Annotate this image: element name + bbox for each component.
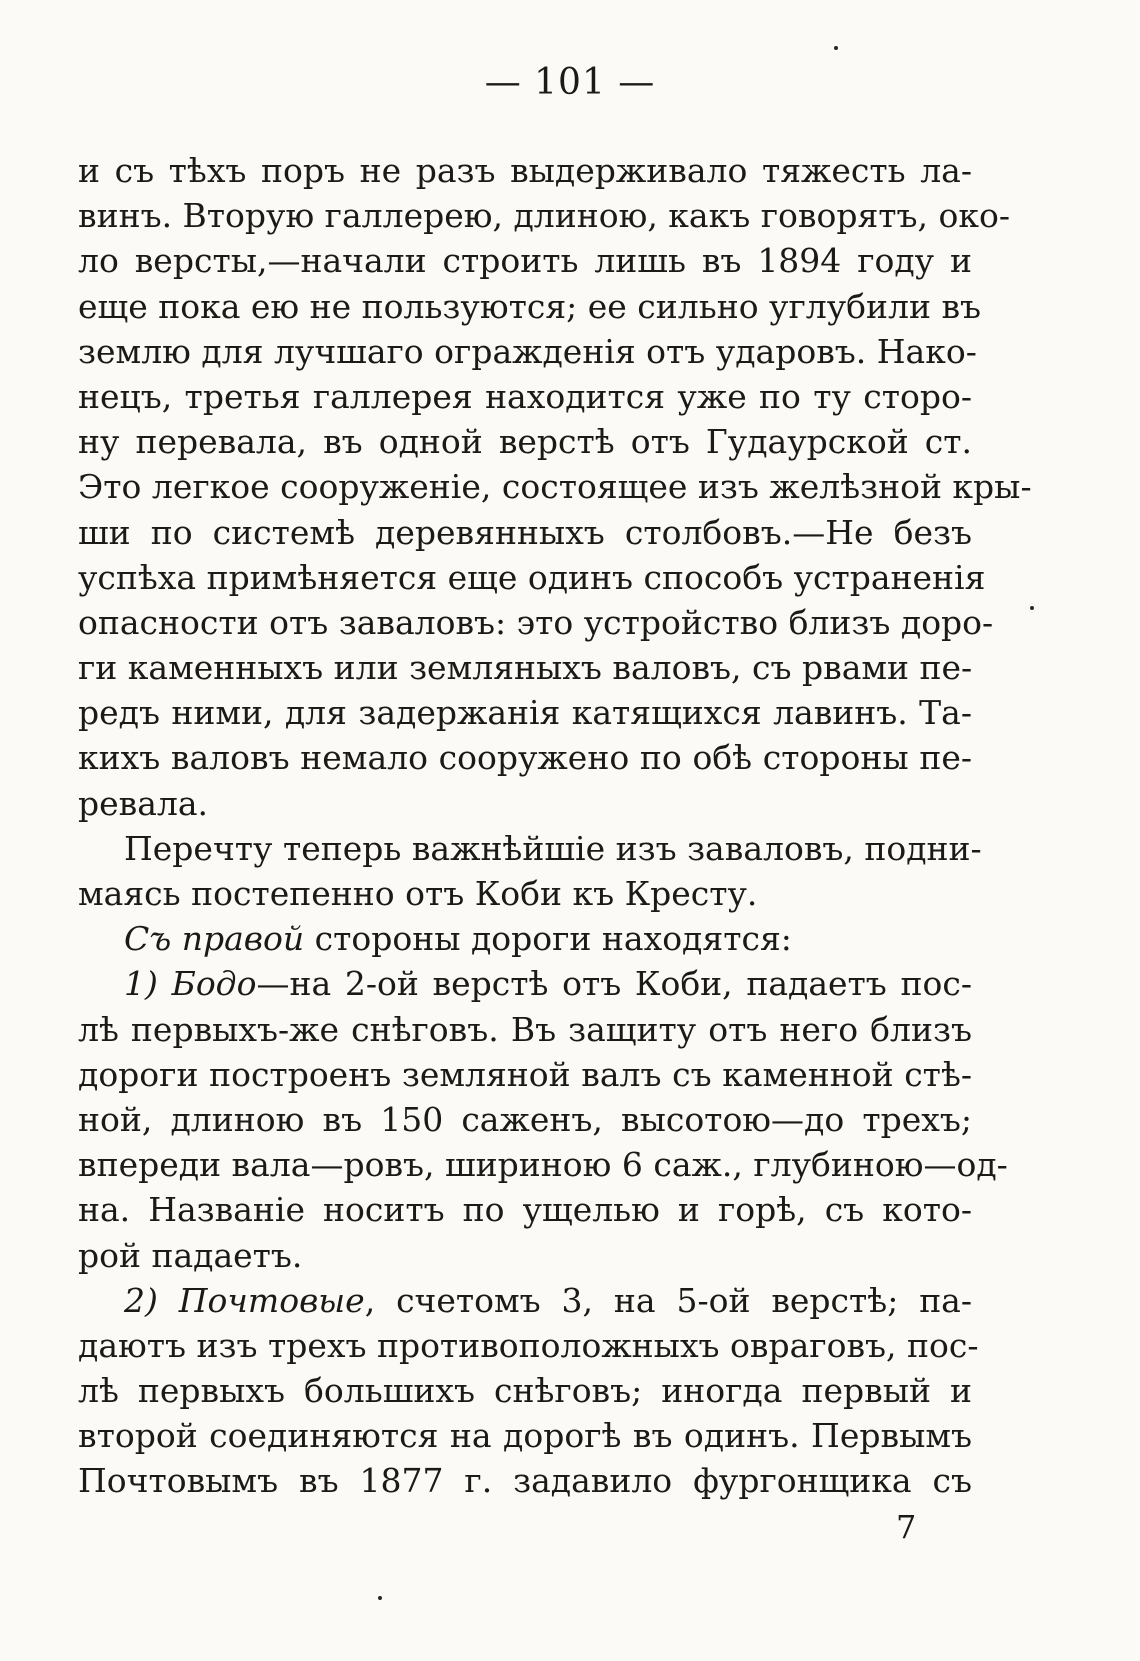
- text-line: ревала.: [78, 783, 209, 823]
- italic-phrase: Съ правой: [124, 919, 305, 959]
- text-line: винъ. Вторую галлерею, длиною, какъ говорятъ, око-: [78, 196, 1011, 236]
- body-text: [78, 148, 1032, 1504]
- item-2-name: 2) Почтовые: [124, 1280, 365, 1320]
- print-speck: [1030, 606, 1034, 610]
- item-1-heading: [78, 961, 972, 1006]
- item-1-line: рой падаетъ.: [78, 1235, 303, 1275]
- item-1-line: лѣ первыхъ-же снѣговъ. Въ защиту отъ него близъ: [78, 1009, 972, 1049]
- item-2-line: Почтовымъ въ 1877 г. задавило фургонщика съ: [78, 1461, 972, 1501]
- text-line: еще пока ею не пользуются; ее сильно углубили въ: [78, 286, 982, 326]
- item-1-line: дороги построенъ земляной валъ съ каменной стѣ-: [78, 1054, 972, 1094]
- item-1-line: на. Названіе носитъ по ущелью и горѣ, съ кото-: [78, 1190, 972, 1230]
- signature-mark: 7: [896, 1508, 917, 1546]
- text-line: кихъ валовъ немало сооружено по обѣ стороны пе-: [78, 738, 972, 778]
- print-speck: [834, 46, 838, 50]
- item-2-line: лѣ первыхъ большихъ снѣговъ; иногда первый и: [78, 1371, 972, 1411]
- paragraph-line: маясь постепенно отъ Коби къ Кресту.: [78, 874, 758, 913]
- item-1-line: ной, длиною въ 150 саженъ, высотою—до трехъ;: [78, 1099, 972, 1139]
- text-line: ло версты,—начали строить лишь въ 1894 году и: [78, 241, 972, 281]
- text-line: ну перевала, въ одной верстѣ отъ Гудаурской ст.: [78, 422, 972, 462]
- text-line: успѣха примѣняется еще одинъ способъ устраненія: [78, 557, 986, 597]
- item-1-name: 1) Бодо: [124, 964, 257, 1004]
- item-2-heading: [78, 1278, 972, 1323]
- paragraph-line: Перечту теперь важнѣйшіе изъ заваловъ, подни-: [124, 828, 982, 868]
- item-1-rest: —на 2-ой верстѣ отъ Коби, падаетъ пос-: [256, 964, 972, 1004]
- text-line: ги каменныхъ или земляныхъ валовъ, съ рвами пе-: [78, 648, 973, 688]
- text-line: нецъ, третья галлерея находится уже по ту сторо-: [78, 376, 972, 416]
- section-intro: [78, 916, 972, 961]
- item-2-rest: , счетомъ 3, на 5-ой верстѣ; па-: [364, 1280, 973, 1320]
- print-speck: [378, 1596, 382, 1600]
- text-line: опасности отъ заваловъ: это устройство близъ доро-: [78, 602, 994, 642]
- text-line: Это легкое сооруженіе, состоящее изъ желѣзной кры-: [78, 467, 1032, 507]
- text-line: редъ ними, для задержанія катящихся лавинъ. Та-: [78, 693, 972, 733]
- intro-rest: стороны дороги находятся:: [304, 919, 792, 959]
- page-number: — 101 —: [484, 62, 656, 103]
- text-line: и съ тѣхъ поръ не разъ выдерживало тяжесть ла-: [78, 151, 972, 190]
- text-line: ши по системѣ деревянныхъ столбовъ.—Не безъ: [78, 512, 972, 552]
- item-1-line: впереди вала—ровъ, шириною 6 саж., глубиною—од-: [78, 1145, 1008, 1185]
- item-2-line: второй соединяются на дорогѣ въ одинъ. Первымъ: [78, 1416, 972, 1456]
- item-2-line: даютъ изъ трехъ противоположныхъ овраговъ, пос-: [78, 1325, 979, 1365]
- text-line: землю для лучшаго огражденія отъ ударовъ. Нако-: [78, 331, 977, 371]
